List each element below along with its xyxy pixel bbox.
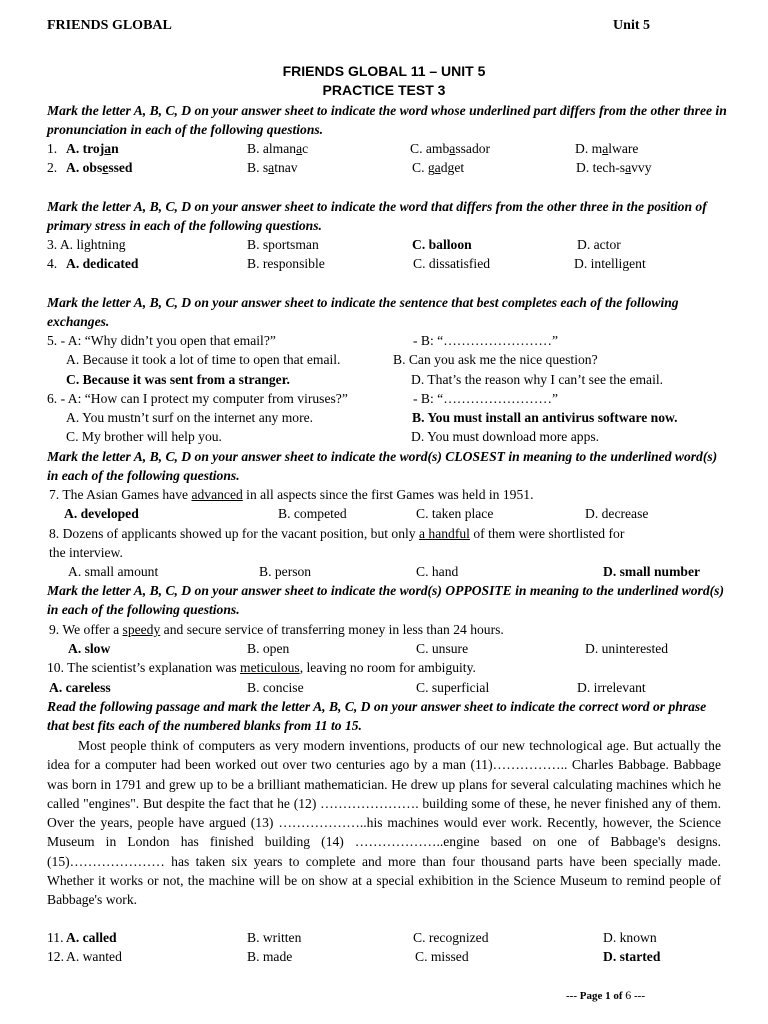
question-5-options-ab	[47, 350, 727, 369]
question-3	[47, 235, 727, 254]
question-7-stem: 7. The Asian Games have advanced in all aspects since the first Games was held in 1951.	[49, 487, 534, 502]
option-b: B. Can you ask me the nice question?	[393, 352, 598, 367]
question-6-options-cd	[47, 427, 727, 446]
option-a: A. obsessed	[66, 160, 133, 175]
underlined-word: speedy	[122, 622, 161, 637]
question-8-stem: 8. Dozens of applicants showed up for the vacant position, but only a handful of them were shortlisted for	[49, 526, 625, 541]
option-c: C. balloon	[412, 237, 472, 252]
option-b: B. You must install an antivirus software now.	[412, 410, 678, 425]
option-a: A. Because it took a lot of time to open that email.	[66, 352, 341, 367]
option-d: D. intelligent	[574, 256, 646, 271]
option-d: D. tech-savvy	[576, 160, 652, 175]
underlined-word: meticulous	[240, 660, 300, 675]
option-b: B. person	[259, 564, 312, 579]
option-a: A. called	[66, 930, 117, 945]
question-number: 4.	[47, 256, 58, 271]
instruction-passage: Read the following passage and mark the letter A, B, C, D on your answer sheet to indicate the correct word or phrase that best fits each of the numbered blanks from 11 to 15.	[47, 699, 707, 733]
option-a: A. developed	[64, 506, 139, 521]
option-b: B. made	[247, 949, 293, 964]
question-6-options-ab	[47, 408, 727, 427]
question-8-options	[47, 562, 727, 581]
option-b: B. competed	[278, 506, 347, 521]
option-c: C. missed	[415, 949, 469, 964]
question-number: 12.	[47, 949, 64, 964]
question-5-options-cd	[47, 370, 727, 389]
reply-blank: - B: “……………………”	[413, 333, 558, 348]
question-9-stem: 9. We offer a speedy and secure service of transferring money in less than 24 hours.	[49, 622, 504, 637]
option-d: D. decrease	[585, 506, 649, 521]
option-c: C. taken place	[416, 506, 494, 521]
question-12	[47, 947, 727, 966]
title-line-2: PRACTICE TEST 3	[322, 82, 446, 98]
option-a: A. trojan	[66, 141, 119, 156]
option-c: C. unsure	[416, 641, 469, 656]
option-a: A. wanted	[66, 949, 122, 964]
option-c: C. superficial	[416, 680, 490, 695]
option-c: C. gadget	[412, 160, 465, 175]
option-c: C. recognized	[413, 930, 489, 945]
option-c: C. Because it was sent from a stranger.	[66, 372, 290, 387]
question-4	[47, 254, 727, 273]
option-c: C. ambassador	[410, 141, 491, 156]
option-d: D. started	[603, 949, 661, 964]
question-text: 5. - A: “Why didn’t you open that email?”	[47, 333, 276, 348]
question-9-options	[47, 639, 727, 658]
question-text: 6. - A: “How can I protect my computer from viruses?”	[47, 391, 348, 406]
option-b: B. sportsman	[247, 237, 319, 252]
question-number: 1.	[47, 141, 58, 156]
underlined-word: advanced	[191, 487, 243, 502]
option-c: C. My brother will help you.	[66, 429, 222, 444]
question-7-options	[47, 504, 727, 523]
question-6-stem	[47, 389, 727, 408]
option-b: B. responsible	[247, 256, 325, 271]
option-a: A. You mustn’t surf on the internet any more.	[66, 410, 314, 425]
option-b: B. concise	[247, 680, 304, 695]
question-10-options	[47, 678, 727, 697]
option-a: A. slow	[68, 641, 111, 656]
question-number: 2.	[47, 160, 58, 175]
page-header	[47, 18, 650, 40]
instruction-opposite: Mark the letter A, B, C, D on your answer sheet to indicate the word(s) OPPOSITE in meaning to the underlined word(s) in each of the following questions.	[47, 583, 724, 617]
option-b: B. almanac	[247, 141, 309, 156]
instruction-pronunciation: Mark the letter A, B, C, D on your answer sheet to indicate the word whose underlined part differs from the other three in pronunciation in each of the following questions.	[47, 103, 727, 137]
instruction-exchanges: Mark the letter A, B, C, D on your answer sheet to indicate the sentence that best completes each of the following exchanges.	[47, 295, 679, 329]
option-d: D. uninterested	[585, 641, 669, 656]
question-8-stem-cont: the interview.	[49, 545, 123, 560]
option-d: D. small number	[603, 564, 701, 579]
option-a: A. small amount	[68, 564, 159, 579]
option-d: D. That’s the reason why I can’t see the email.	[411, 372, 664, 387]
reply-blank: - B: “……………………”	[413, 391, 558, 406]
header-left: FRIENDS GLOBAL	[47, 18, 172, 33]
page-total: 6	[625, 988, 632, 1002]
reading-passage: Most people think of computers as very modern inventions, products of our new technological age. But actually the idea for a computer had been worked out over two centuries ago by a man (11)…………….. Charles Babbage. Babbage was born in 1791 and grew up to be a brilliant mathematician. He drew up plans for several calculating machines which he called "engines". But despite the fact that he (12) …………………. building some of these, he never finished any of them. Over the years, people have argued (13) ………………..his machines would ever work. Recently, however, the Science Museum in London has finished building (14) ………………..engine based on one of Babbage's designs. (15)………………… has taken six years to complete and more than four thousand parts have been specially made. Whether it works or not, the machine will be on show at a special exhibition in the Science Museum to remind people of Babbage's work.	[47, 738, 721, 908]
question-1	[47, 139, 727, 158]
option-d: D. You must download more apps.	[411, 429, 600, 444]
page-number: 1	[605, 990, 611, 1002]
option-b: B. open	[247, 641, 290, 656]
question-2	[47, 158, 727, 177]
question-10-stem: 10. The scientist’s explanation was meticulous, leaving no room for ambiguity.	[47, 660, 476, 675]
question-11	[47, 928, 727, 947]
option-d: D. malware	[575, 141, 639, 156]
option-a: A. careless	[49, 680, 111, 695]
option-d: D. actor	[577, 237, 621, 252]
header-right: Unit 5	[613, 18, 650, 33]
option-c: C. hand	[416, 564, 459, 579]
option-a: 3. A. lightning	[47, 237, 126, 252]
instruction-closest: Mark the letter A, B, C, D on your answer sheet to indicate the word(s) CLOSEST in meaning to the underlined word(s) in each of the following questions.	[47, 449, 718, 483]
title-line-1: FRIENDS GLOBAL 11 – UNIT 5	[282, 63, 486, 79]
option-b: B. satnav	[247, 160, 298, 175]
question-number: 11.	[47, 930, 64, 945]
option-c: C. dissatisfied	[413, 256, 491, 271]
underlined-word: a handful	[418, 526, 470, 541]
question-5-stem	[47, 331, 727, 350]
option-d: D. known	[603, 930, 657, 945]
page-footer: --- Page 1 of 6 ---	[566, 988, 646, 1002]
option-a: A. dedicated	[66, 256, 139, 271]
option-d: D. irrelevant	[577, 680, 646, 695]
instruction-stress: Mark the letter A, B, C, D on your answer sheet to indicate the word that differs from the other three in the position of primary stress in each of the following questions.	[47, 199, 707, 233]
option-b: B. written	[247, 930, 302, 945]
